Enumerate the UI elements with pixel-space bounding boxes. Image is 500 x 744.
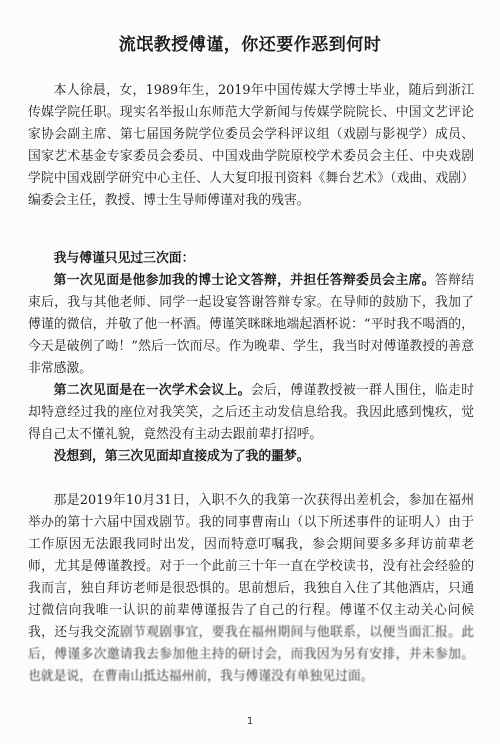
page-number: 1 (246, 716, 254, 727)
meeting-paragraph-2 (28, 380, 474, 446)
meeting-body: 会后，傅谨教授被一群人围住，临走时却特意经过我的座位对我笑笑，之后还主动发信息给我。我因此感到愧疚，觉得自己太不懂礼貌，竟然没有主动去跟前辈打招呼。 (28, 383, 475, 442)
meeting-paragraph-3 (28, 446, 474, 468)
intro-section (28, 80, 474, 212)
meeting-lead: 第二次见面是在一次学术会议上。 (53, 383, 251, 398)
meetings-section (28, 248, 474, 468)
story-section (28, 490, 474, 688)
intro-paragraph: 本人徐晨，女，1989年生，2019年中国传媒大学博士毕业，随后到浙江传媒学院任职。现实名举报山东师范大学新闻与传媒学院院长、中国文艺评论家协会副主席、第七届国务院学位委员会学科评议组（戏剧与影视学）成员、国家艺术基金专家委员会委员、中国戏曲学院原校学术委员会主任、中央戏剧学院中国戏剧学研究中心主任、人大复印报刊资料《舞台艺术》（戏曲、戏剧）编委会主任，教授、博士生导师傅谨对我的残害。 (28, 83, 474, 208)
meeting-body: 答辩结束后，我与其他老师、同学一起设宴答谢答辩专家。在导师的鼓励下，我加了傅谨的微信，并敬了他一杯酒。傅谨笑眯眯地端起酒杯说：“平时我不喝酒的，今天是破例了呦！”然后一饮而尽。作为晚辈、学生，我当时对傅谨教授的善意非常感激。 (28, 273, 475, 376)
meeting-lead: 第一次见面是他参加我的博士论文答辩，并担任答辩委员会主席。 (53, 273, 435, 288)
document-title: 流氓教授傅谨，你还要作恶到何时 (118, 35, 382, 55)
story-text-blurred: 剧节观剧事宜，要我在福州期间与他联系，以便当面汇报。此后，傅谨多次邀请我去参加他主持的研讨会，而我因为另有安排，并未参加。也就是说，在曹南山抵达福州前，我与傅谨没有单独见过面。 (28, 625, 475, 684)
section-heading: 我与傅谨只见过三次面： (53, 251, 195, 266)
meeting-lead: 没想到，第三次见面却直接成为了我的噩梦。 (53, 449, 310, 464)
meeting-paragraph-1 (28, 270, 474, 380)
story-text: 那是2019年10月31日，入职不久的我第一次获得出差机会，参加在福州举办的第十六届中国戏剧节。我的同事曹南山（以下所述事件的证明人）由于工作原因无法跟我同时出发，因而特意叮嘱我，参会期间要多多拜访前辈老师，尤其是傅谨教授。对于一个此前三十年一直在学校读书，没有社会经验的我而言，独自拜访老师是很恐惧的。思前想后，我独自入住了其他酒店，只通过微信向我唯一认识的前辈傅谨报告了自己的行程。傅谨不仅主动关心问候我，还与我交流 (28, 493, 474, 640)
story-paragraph (28, 490, 474, 688)
